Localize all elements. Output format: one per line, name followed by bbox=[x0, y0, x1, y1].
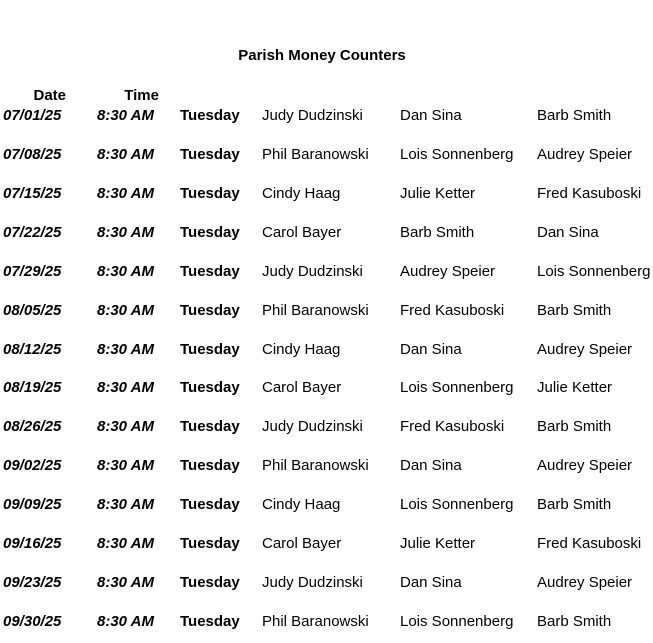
row-counter-2: Lois Sonnenberg bbox=[400, 145, 514, 163]
table-row bbox=[0, 145, 653, 176]
row-counter-3: Audrey Speier bbox=[537, 457, 633, 475]
row-day: Tuesday bbox=[180, 107, 240, 124]
row-time: 8:30 AM bbox=[97, 379, 154, 397]
row-time: 8:30 AM bbox=[97, 457, 154, 475]
row-counter-3: Audrey Speier bbox=[537, 340, 633, 358]
row-counter-2: Lois Sonnenberg bbox=[400, 379, 514, 397]
row-day: Tuesday bbox=[180, 184, 240, 202]
row-counter-1: Judy Dudzinski bbox=[262, 262, 363, 280]
row-counter-2: Julie Ketter bbox=[400, 184, 476, 202]
row-date: 08/12/25 bbox=[3, 340, 62, 358]
row-date: 09/30/25 bbox=[3, 612, 62, 630]
row-counter-3: Barb Smith bbox=[537, 107, 612, 124]
row-date: 09/23/25 bbox=[3, 574, 62, 592]
row-counter-1: Phil Baranowski bbox=[262, 301, 369, 319]
row-date: 07/29/25 bbox=[3, 262, 62, 280]
table-row bbox=[0, 107, 653, 137]
row-counter-1: Phil Baranowski bbox=[262, 145, 369, 163]
table-row bbox=[0, 340, 653, 371]
row-counter-2: Lois Sonnenberg bbox=[400, 496, 514, 514]
row-time: 8:30 AM bbox=[97, 418, 154, 436]
row-day: Tuesday bbox=[180, 457, 240, 475]
row-date: 07/15/25 bbox=[3, 184, 62, 202]
row-counter-1: Cindy Haag bbox=[262, 496, 341, 514]
row-time: 8:30 AM bbox=[97, 496, 154, 514]
table-row bbox=[0, 457, 653, 487]
row-date: 08/05/25 bbox=[3, 301, 62, 319]
row-counter-1: Cindy Haag bbox=[262, 184, 341, 202]
row-counter-2: Lois Sonnenberg bbox=[400, 612, 514, 630]
row-day: Tuesday bbox=[180, 574, 240, 592]
row-counter-3: Audrey Speier bbox=[537, 145, 633, 163]
row-date: 09/09/25 bbox=[3, 496, 62, 514]
row-time: 8:30 AM bbox=[97, 301, 154, 319]
row-counter-2: Dan Sina bbox=[400, 574, 462, 592]
row-day: Tuesday bbox=[180, 379, 240, 397]
table-row bbox=[0, 535, 653, 565]
row-counter-1: Judy Dudzinski bbox=[262, 107, 363, 124]
row-day: Tuesday bbox=[180, 535, 240, 553]
row-counter-3: Audrey Speier bbox=[537, 574, 633, 592]
row-date: 07/22/25 bbox=[3, 223, 62, 241]
row-date: 07/01/25 bbox=[3, 107, 62, 124]
row-counter-3: Barb Smith bbox=[537, 612, 612, 630]
column-header-date: Date bbox=[33, 87, 66, 104]
table-row bbox=[0, 223, 653, 254]
row-time: 8:30 AM bbox=[97, 107, 154, 124]
row-time: 8:30 AM bbox=[97, 184, 154, 202]
table-row bbox=[0, 418, 653, 448]
row-counter-3: Lois Sonnenberg bbox=[537, 262, 651, 280]
table-row bbox=[0, 612, 653, 643]
row-date: 09/16/25 bbox=[3, 535, 62, 553]
row-date: 07/08/25 bbox=[3, 145, 62, 163]
row-time: 8:30 AM bbox=[97, 574, 154, 592]
row-counter-3: Barb Smith bbox=[537, 301, 612, 319]
row-counter-1: Carol Bayer bbox=[262, 223, 342, 241]
row-counter-2: Julie Ketter bbox=[400, 535, 476, 553]
row-counter-1: Phil Baranowski bbox=[262, 457, 369, 475]
row-counter-2: Audrey Speier bbox=[400, 262, 496, 280]
row-counter-2: Dan Sina bbox=[400, 107, 462, 124]
row-time: 8:30 AM bbox=[97, 262, 154, 280]
row-counter-1: Judy Dudzinski bbox=[262, 418, 363, 436]
row-counter-2: Dan Sina bbox=[400, 340, 462, 358]
row-day: Tuesday bbox=[180, 418, 240, 436]
page-title: Parish Money Counters bbox=[238, 47, 406, 64]
row-counter-3: Julie Ketter bbox=[537, 379, 613, 397]
table-row bbox=[0, 184, 653, 215]
table-row bbox=[0, 574, 653, 604]
table-row bbox=[0, 496, 653, 526]
row-day: Tuesday bbox=[180, 301, 240, 319]
row-counter-3: Fred Kasuboski bbox=[537, 184, 642, 202]
row-counter-1: Carol Bayer bbox=[262, 379, 342, 397]
row-time: 8:30 AM bbox=[97, 145, 154, 163]
row-counter-1: Judy Dudzinski bbox=[262, 574, 363, 592]
row-counter-3: Fred Kasuboski bbox=[537, 535, 642, 553]
row-time: 8:30 AM bbox=[97, 612, 154, 630]
row-counter-2: Fred Kasuboski bbox=[400, 418, 505, 436]
row-date: 08/26/25 bbox=[3, 418, 62, 436]
row-date: 08/19/25 bbox=[3, 379, 62, 397]
row-day: Tuesday bbox=[180, 612, 240, 630]
row-day: Tuesday bbox=[180, 223, 240, 241]
row-counter-1: Phil Baranowski bbox=[262, 612, 369, 630]
table-row bbox=[0, 262, 653, 293]
row-counter-3: Barb Smith bbox=[537, 496, 612, 514]
row-counter-1: Carol Bayer bbox=[262, 535, 342, 553]
row-counter-3: Barb Smith bbox=[537, 418, 612, 436]
row-counter-2: Barb Smith bbox=[400, 223, 475, 241]
row-counter-3: Dan Sina bbox=[537, 223, 599, 241]
row-day: Tuesday bbox=[180, 496, 240, 514]
row-counter-2: Fred Kasuboski bbox=[400, 301, 505, 319]
row-day: Tuesday bbox=[180, 262, 240, 280]
row-counter-2: Dan Sina bbox=[400, 457, 462, 475]
row-day: Tuesday bbox=[180, 145, 240, 163]
row-time: 8:30 AM bbox=[97, 223, 154, 241]
row-date: 09/02/25 bbox=[3, 457, 62, 475]
row-time: 8:30 AM bbox=[97, 340, 154, 358]
column-header-time: Time bbox=[124, 87, 159, 104]
row-time: 8:30 AM bbox=[97, 535, 154, 553]
table-row bbox=[0, 301, 653, 332]
row-counter-1: Cindy Haag bbox=[262, 340, 341, 358]
row-day: Tuesday bbox=[180, 340, 240, 358]
table-row bbox=[0, 379, 653, 409]
